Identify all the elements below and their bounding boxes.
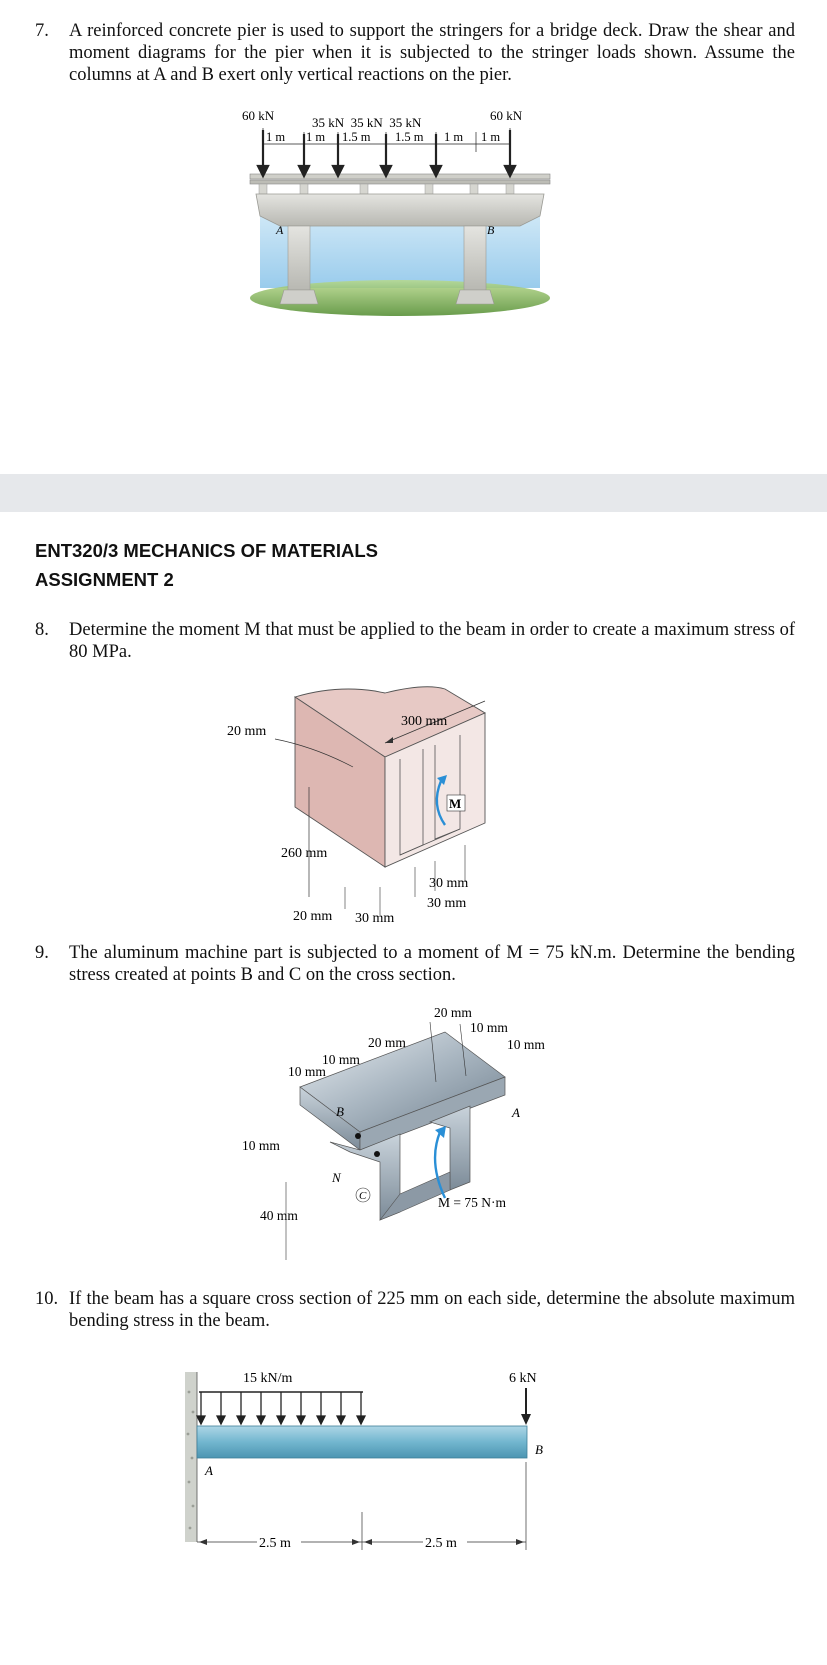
dim-3: 1.5 m	[342, 130, 371, 144]
label-n: N	[332, 1170, 341, 1185]
question-10	[35, 1288, 795, 1332]
span-1: 2.5 m	[259, 1536, 291, 1551]
question-text: If the beam has a square cross section of 225 mm on each side, determine the absolute maximum bending stress in the beam.	[69, 1289, 795, 1331]
label-c: C	[359, 1190, 367, 1202]
course-title: ENT320/3 MECHANICS OF MATERIALS	[35, 540, 378, 561]
dim-260mm: 260 mm	[281, 846, 328, 861]
label-b: B	[487, 223, 495, 237]
dim-10mm-right: 10 mm	[507, 1037, 545, 1052]
question-text: A reinforced concrete pier is used to support the stringers for a bridge deck. Draw the shear and moment diagrams for the pier when it is subjected to the stringer loads shown. Assume the columns at A and B exert only vertical reactions on the pier.	[69, 21, 795, 85]
dim-10mm-left: 10 mm	[242, 1138, 280, 1153]
load-35kn-group: 35 kN 35 kN 35 kN	[312, 115, 422, 130]
span-2: 2.5 m	[425, 1536, 457, 1551]
dim-20mm-mid: 20 mm	[368, 1035, 406, 1050]
label-a: A	[205, 1463, 213, 1478]
label-a: A	[512, 1105, 520, 1120]
dim-20mm-top: 20 mm	[434, 1005, 472, 1020]
question-7	[35, 20, 795, 86]
question-number: 8.	[35, 620, 49, 640]
question-text: The aluminum machine part is subjected to a moment of M = 75 kN.m. Determine the bending stress created at points B and C on the cross section.	[69, 943, 795, 985]
dim-30mm-bottom-2: 30 mm	[355, 911, 395, 926]
machine-part-figure	[240, 1002, 570, 1262]
dim-5: 1 m	[444, 130, 464, 144]
load-60kn-left: 60 kN	[242, 108, 275, 123]
dist-load-label: 15 kN/m	[243, 1371, 293, 1386]
dim-10mm-top: 10 mm	[470, 1020, 508, 1035]
point-load-label: 6 kN	[509, 1371, 537, 1386]
label-b: B	[535, 1442, 543, 1457]
dim-20mm-left: 20 mm	[227, 724, 267, 739]
page-2	[0, 512, 827, 1665]
dim-40mm: 40 mm	[260, 1208, 298, 1223]
question-number: 7.	[35, 21, 49, 41]
box-beam-figure	[227, 677, 555, 927]
dim-4: 1.5 m	[395, 130, 424, 144]
page-separator	[0, 474, 827, 512]
moment-label: M	[449, 796, 462, 811]
question-number: 10.	[35, 1289, 59, 1309]
label-a: A	[276, 223, 284, 237]
dim-300mm: 300 mm	[401, 714, 448, 729]
dim-6: 1 m	[481, 130, 501, 144]
question-number: 9.	[35, 943, 49, 963]
dim-30mm-bottom: 30 mm	[427, 896, 467, 911]
page-1	[0, 0, 827, 474]
bridge-pier-figure	[240, 108, 560, 338]
dim-30mm-right: 30 mm	[429, 876, 469, 891]
dim-10mm-mid: 10 mm	[322, 1052, 360, 1067]
question-text: Determine the moment M that must be applied to the beam in order to create a maximum stress of 80 MPa.	[69, 620, 795, 662]
question-9	[35, 942, 795, 986]
label-b: B	[336, 1104, 344, 1119]
cantilever-beam-figure	[185, 1362, 605, 1577]
load-60kn-right: 60 kN	[490, 108, 523, 123]
assignment-title: ASSIGNMENT 2	[35, 569, 174, 590]
dim-20mm-bottom: 20 mm	[293, 909, 333, 924]
dim-2: 1 m	[306, 130, 326, 144]
question-8	[35, 619, 795, 663]
moment-label: M = 75 N·m	[438, 1195, 506, 1210]
dim-10mm-mid-2: 10 mm	[288, 1064, 326, 1079]
dim-1: 1 m	[266, 130, 286, 144]
